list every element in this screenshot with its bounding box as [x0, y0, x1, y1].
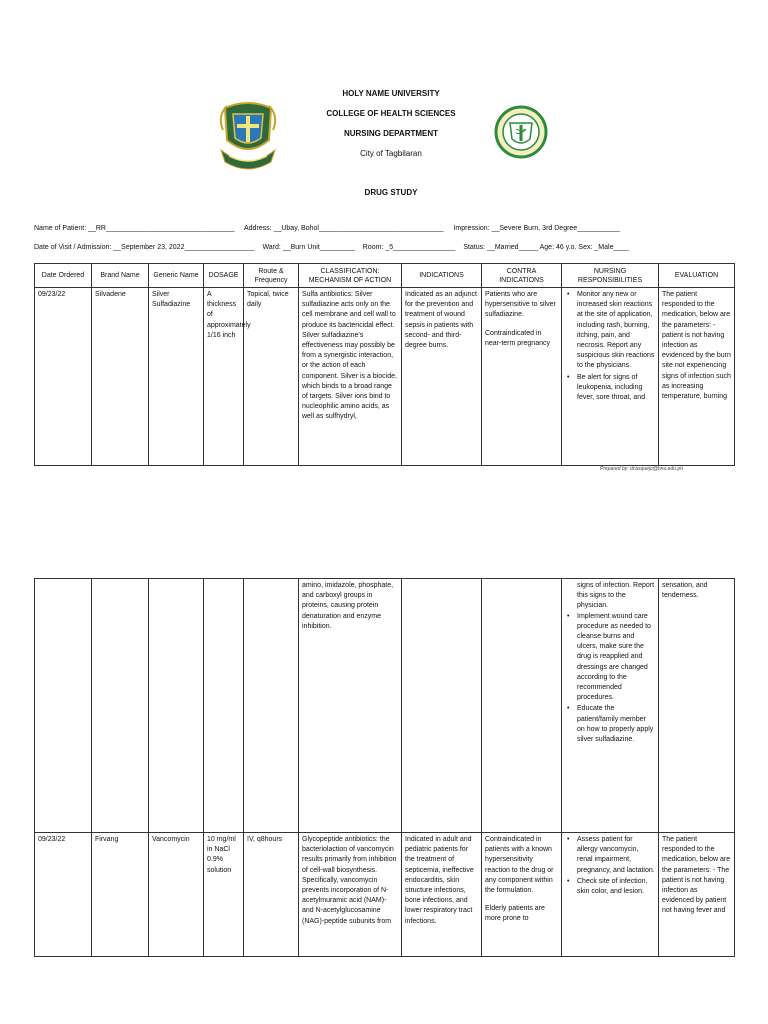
col-header: Date Ordered — [35, 264, 92, 288]
sex-label: Sex: — [578, 244, 593, 251]
generic-cell: Silver Sulfadiazine — [149, 288, 204, 466]
date-cell: 09/23/22 — [35, 833, 92, 957]
table-row — [35, 833, 735, 957]
contra-text: Contraindicated in patients with a known hypersensitivity reaction to the drug or any component within the formulation. — [485, 836, 554, 895]
university-name: HOLY NAME UNIVERSITY — [342, 89, 440, 98]
college-name: COLLEGE OF HEALTH SCIENCES — [326, 109, 456, 118]
nursing-cell — [562, 833, 659, 957]
table-header-row — [35, 264, 735, 288]
col-header: CONTRA INDICATIONS — [482, 264, 562, 288]
visit-value: __September 23, 2022__________________ — [113, 244, 255, 251]
document-title: DRUG STUDY — [364, 188, 418, 197]
status-value: __Married_____ — [487, 244, 539, 251]
impression-label: Impression: — [453, 225, 490, 232]
page-2 — [0, 578, 768, 1024]
contra-cell — [482, 288, 562, 466]
room-label: Room: — [362, 244, 384, 251]
date-cell: 09/23/22 — [35, 288, 92, 466]
name-value: __RR_________________________________ — [88, 225, 235, 232]
evaluation-cell: The patient responded to the medication, below are the parameters: - The patient is not having infection as evidenced by patient not having fever and — [659, 833, 735, 957]
contra-cell — [482, 833, 562, 957]
brand-cell: Silvadene — [92, 288, 149, 466]
evaluation-cell: sensation, and tenderness. — [659, 579, 735, 833]
contra-text: Patients who are hypersensitive to silver sulfadiazine. — [485, 291, 556, 319]
nursing-item: • Monitor any new or increased skin reactions at the site of application, including rash, burning, itching, pain, and necrosis. Report any suspicious skin reactions to the physicians. — [565, 290, 655, 372]
nursing-seal-logo — [494, 105, 548, 159]
nursing-item: • Educate the patient/family member on how to properly apply silver sulfadiazine. — [565, 704, 655, 745]
evaluation-cell: The patient responded to the medication, below are the parameters: - patient is not having infection as evidenced by the burn site not experiencing signs of infection such as increasing temperature, burning — [659, 288, 735, 466]
nursing-cell — [562, 579, 659, 833]
col-header: INDICATIONS — [402, 264, 482, 288]
dosage-cell: A thickness of approximately 1/16 inch — [204, 288, 244, 466]
col-header: EVALUATION — [659, 264, 735, 288]
drug-study-table — [34, 263, 735, 466]
department-name: NURSING DEPARTMENT — [343, 129, 439, 138]
col-header: Generic Name — [149, 264, 204, 288]
ward-label: Ward: — [262, 244, 281, 251]
col-header: Brand Name — [92, 264, 149, 288]
col-header: DOSAGE — [204, 264, 244, 288]
table-row — [35, 579, 735, 833]
generic-cell: Vancomycin — [149, 833, 204, 957]
name-label: Name of Patient: — [34, 225, 87, 232]
impression-value: __Severe Burn, 3rd Degree___________ — [491, 225, 621, 232]
patient-info-row-2 — [34, 244, 629, 251]
nursing-item: • Assess patient for allergy vancomycin, renal impairment, pregnancy, and lactation. — [565, 835, 655, 876]
mechanism-cell: Glycopeptide antibiotics: the bacteriolaction of vancomycin results primarily from inhibition of cell-wall biosynthesis. Specifically, vancomycin prevents incorporation of N-acetylmuramic acid (NAM)- and N-acetylglucosamine (NAG)-peptide subunits from — [299, 833, 402, 957]
nursing-item-continued: signs of infection. Report this signs to the physician. — [577, 582, 655, 610]
nursing-item: • Check site of infection, skin color, and lesion. — [565, 877, 655, 897]
nursing-item: • Implement wound care procedure as needed to cleanse burns and ulcers, make sure the drug is reapplied and dressings are changed according to the recommended procedures. — [565, 612, 655, 704]
dosage-cell: 10 mg/ml in NaCl 0.9% solution — [204, 833, 244, 957]
table-row — [35, 288, 735, 466]
address-label: Address: — [243, 225, 272, 232]
col-header: NURSING RESPONSIBILITIES — [562, 264, 659, 288]
route-cell: IV, q8hours — [244, 833, 299, 957]
age-value: 46 y.o. — [555, 244, 577, 251]
address-value: __Ubay, Bohol________________________________ — [273, 225, 444, 232]
contra-text: Elderly patients are more prone to — [485, 905, 545, 923]
ward-value: __Burn Unit_________ — [282, 244, 355, 251]
nursing-cell — [562, 288, 659, 466]
visit-label: Date of Visit / Admission: — [34, 244, 112, 251]
age-label: Age: — [539, 244, 555, 251]
mechanism-cell: Sulfa antibiotics: Silver sulfadiazine acts only on the cell membrane and cell wall to produce its bactericidal effect. Silver sulfadiazine's effectiveness may possibly be from a synergistic interaction, or the action of each component. Silver is a biocide, which binds to a broad range of targets. Silver ions bind to nucleophilic amino acids, as well as sulfhydryl, — [299, 288, 402, 466]
patient-info-row-1 — [34, 225, 620, 232]
drug-study-table-continued — [34, 578, 735, 957]
document-header — [250, 88, 532, 168]
prepared-by-footer: Prepared by: dcasquejo@hnu.edu.ph — [600, 466, 683, 472]
indications-cell: Indicated as an adjunct for the prevention and treatment of wound sepsis in patients with second- and third-degree burns. — [402, 288, 482, 466]
mechanism-cell: amino, imidazole, phosphate, and carboxyl groups in proteins, causing protein denaturation and enzyme inhibition. — [299, 579, 402, 833]
indications-cell: Indicated in adult and pediatric patients for the treatment of septicemia, ineffective endocarditis, skin structure infections, bone infections, and lower respiratory tract infections. — [402, 833, 482, 957]
nursing-item: • Be alert for signs of leukopenia, including fever, sore throat, and — [565, 373, 655, 404]
contra-text: Contraindicated in near-term pregnancy — [485, 329, 550, 347]
brand-cell: Firvang — [92, 833, 149, 957]
sex-value: _Male____ — [594, 244, 630, 251]
route-cell: Topical, twice daily — [244, 288, 299, 466]
col-header: Route & Frequency — [244, 264, 299, 288]
col-header: CLASSIFICATION: MECHANISM OF ACTION — [299, 264, 402, 288]
room-value: _5________________ — [385, 244, 456, 251]
city-name: City of Tagbilaran — [360, 149, 422, 158]
status-label: Status: — [463, 244, 486, 251]
